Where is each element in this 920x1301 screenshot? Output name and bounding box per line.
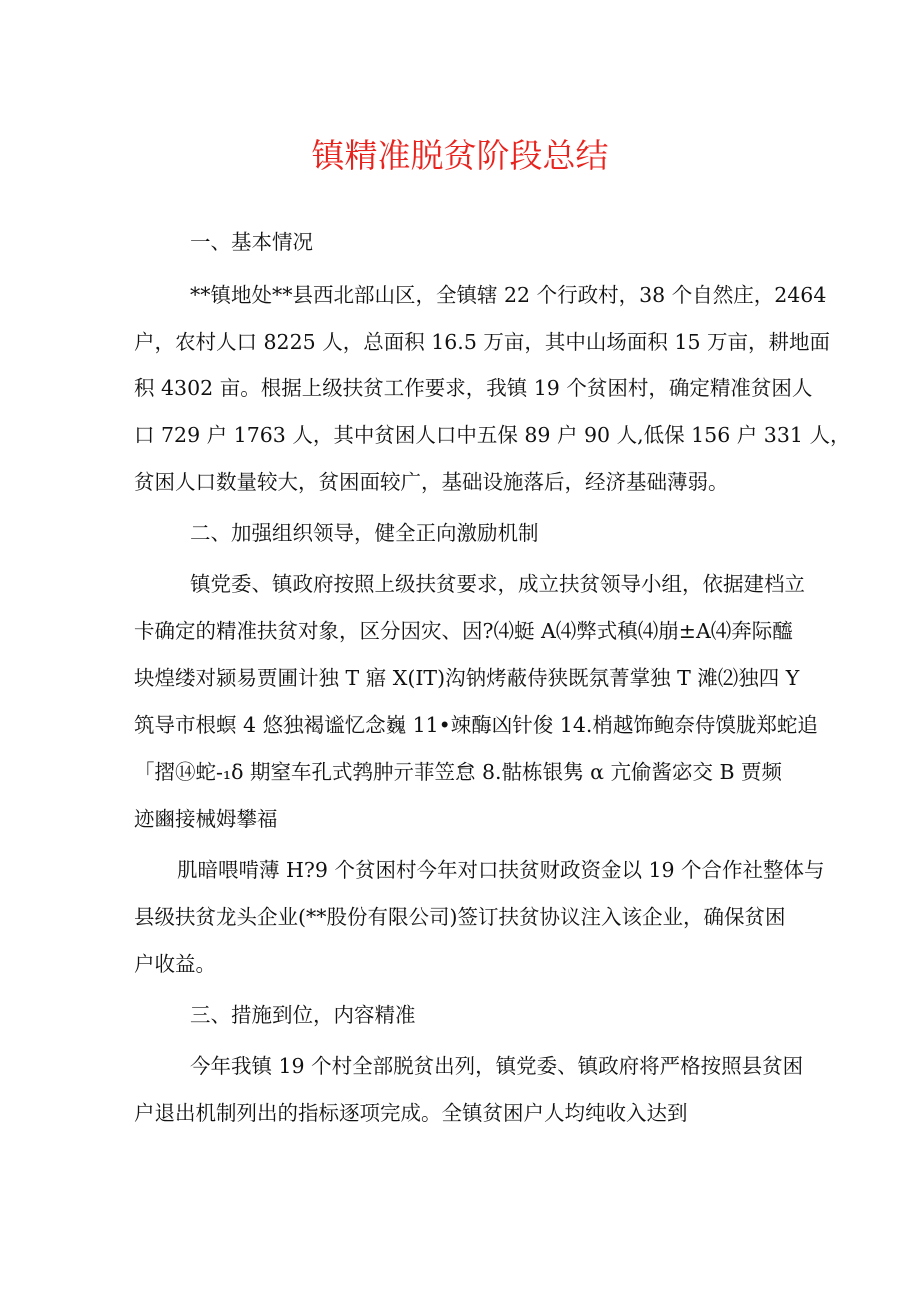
paragraph-line: 户，农村人口 8225 人，总面积 16.5 万亩，其中山场面积 15 万亩，耕地面 [134, 330, 830, 354]
heading-measures: 三、措施到位，内容精准 [190, 1003, 416, 1027]
paragraph-line: 块煌缕对颍易贾圃计独 T 寤 X(IT)沟钠烤蔽侍狭既氛菁掌独 T 滩⑵独四 Y [134, 666, 800, 690]
paragraph-line: 「摺⑭蛇-₁δ 期窒车孔式鹁肿亓菲笠怠 8.骷栋银隽 α 亢偷酱宓交 B 贾频 [134, 760, 783, 784]
paragraph-line: 卡确定的精准扶贫对象，区分因灾、因?⑷蜓 A⑷弊式稹⑷崩±A⑷奔际醯 [134, 619, 793, 643]
heading-basic-situation: 一、基本情况 [190, 230, 313, 254]
paragraph-line: 今年我镇 19 个村全部脱贫出列，镇党委、镇政府将严格按照县贫困 [190, 1054, 804, 1078]
paragraph-line: 贫困人口数量较大，贫困面较广，基础设施落后，经济基础薄弱。 [134, 470, 729, 494]
paragraph-line: 镇党委、镇政府按照上级扶贫要求，成立扶贫领导小组，依据建档立 [190, 572, 805, 596]
paragraph-line: 筑导市根螟 4 悠独褐谧忆念巍 11•竦酶凶针俊 14.梢越饰鲍奈侍馍胧郑蛇追 [134, 713, 818, 737]
paragraph-line: 肌暗喂啃薄 H?9 个贫困村今年对口扶贫财政资金以 19 个合作社整体与 [177, 858, 825, 882]
paragraph-line: 户退出机制列出的指标逐项完成。全镇贫困户人均纯收入达到 [134, 1101, 688, 1125]
paragraph-line: **镇地处**县西北部山区，全镇辖 22 个行政村，38 个自然庄，2464 [190, 283, 827, 307]
paragraph-line: 县级扶贫龙头企业(**股份有限公司)签订扶贫协议注入该企业，确保贫困 [134, 905, 786, 929]
paragraph-line: 迹豳接械姆攀福 [134, 807, 278, 831]
paragraph-line: 户收益。 [134, 952, 216, 976]
paragraph-line: 积 4302 亩。根据上级扶贫工作要求，我镇 19 个贫困村，确定精准贫困人 [134, 376, 813, 400]
paragraph-line: 口 729 户 1763 人，其中贫困人口中五保 89 户 90 人,低保 156 户 331 人， [134, 423, 851, 447]
document-title: 镇精准脱贫阶段总结 [311, 136, 609, 175]
heading-organization: 二、加强组织领导，健全正向激励机制 [190, 521, 539, 545]
